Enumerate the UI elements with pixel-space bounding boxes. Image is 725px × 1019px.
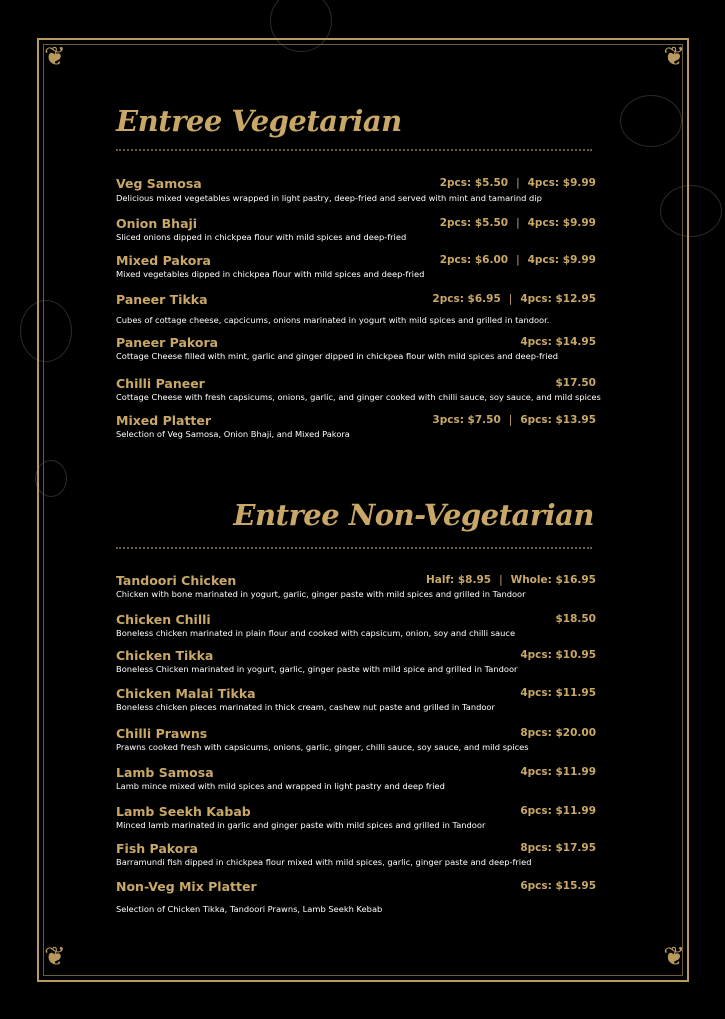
item-price <box>555 377 596 389</box>
item-description: Selection of Veg Samosa, Onion Bhaji, and Mixed Pakora <box>116 429 350 439</box>
price-option: $18.50 <box>555 613 596 625</box>
item-description: Boneless chicken pieces marinated in thick cream, cashew nut paste and grilled in Tandoor <box>116 702 495 712</box>
corner-ornament-icon: ❦ <box>44 942 66 972</box>
item-price <box>520 336 596 348</box>
item-name: Paneer Tikka <box>116 292 208 307</box>
price-option: 2pcs: $5.50 <box>439 217 509 229</box>
price-option: 6pcs: $15.95 <box>520 880 596 892</box>
item-price <box>432 293 596 305</box>
item-price <box>520 766 596 778</box>
price-option: 4pcs: $9.99 <box>527 217 596 229</box>
item-price <box>520 805 596 817</box>
section-title-vegetarian: Entree Vegetarian <box>116 104 402 138</box>
price-option: 8pcs: $17.95 <box>520 842 596 854</box>
corner-ornament-icon: ❦ <box>44 42 66 72</box>
price-option: 2pcs: $6.95 <box>432 293 501 305</box>
price-option: 4pcs: $10.95 <box>520 649 596 661</box>
price-option: 6pcs: $13.95 <box>520 414 596 426</box>
item-description: Sliced onions dipped in chickpea flour with mild spices and deep-fried <box>116 232 407 242</box>
item-name: Veg Samosa <box>116 176 202 191</box>
item-price <box>555 613 596 625</box>
item-description: Cottage Cheese with fresh capsicums, onions, garlic, and ginger cooked with chilli sauce, soy sauce, and mild spices <box>116 392 601 402</box>
item-name: Chicken Malai Tikka <box>116 686 256 701</box>
item-price <box>432 414 596 426</box>
item-name: Fish Pakora <box>116 841 198 856</box>
item-description: Barramundi fish dipped in chickpea flour mixed with mild spices, garlic, ginger paste and deep-fried <box>116 857 532 867</box>
item-name: Mixed Pakora <box>116 253 211 268</box>
item-description: Cottage Cheese filled with mint, garlic and ginger dipped in chickpea flour with mild spices and deep-fried <box>116 351 558 361</box>
price-option: 2pcs: $6.00 <box>439 254 509 266</box>
item-price <box>520 842 596 854</box>
divider <box>116 149 592 151</box>
item-name: Lamb Seekh Kabab <box>116 804 251 819</box>
price-separator: | <box>499 574 503 586</box>
price-option: 4pcs: $9.99 <box>527 177 596 189</box>
item-price <box>520 687 596 699</box>
price-option: Half: $8.95 <box>425 574 492 586</box>
price-option: 3pcs: $7.50 <box>432 414 501 426</box>
price-separator: | <box>516 177 520 189</box>
price-option: 4pcs: $11.99 <box>520 766 596 778</box>
price-option: 2pcs: $5.50 <box>439 177 509 189</box>
item-description: Chicken with bone marinated in yogurt, garlic, ginger paste with mild spices and grilled in Tandoor <box>116 589 526 599</box>
item-price <box>520 649 596 661</box>
item-name: Mixed Platter <box>116 413 212 428</box>
price-separator: | <box>508 414 513 426</box>
price-option: 4pcs: $9.99 <box>527 254 596 266</box>
item-price <box>520 880 596 892</box>
price-option: $17.50 <box>555 377 596 389</box>
item-description: Boneless Chicken marinated in yogurt, garlic, ginger paste with mild spice and grilled in Tandoor <box>116 664 518 674</box>
item-description: Cubes of cottage cheese, capcicums, onions marinated in yogurt with mild spices and grilled in tandoor. <box>116 315 550 325</box>
item-name: Tandoori Chicken <box>116 573 237 588</box>
item-description: Boneless chicken marinated in plain flour and cooked with capsicum, onion, soy and chilli sauce <box>116 628 516 638</box>
item-name: Chicken Tikka <box>116 648 214 663</box>
item-description: Delicious mixed vegetables wrapped in light pastry, deep-fried and served with mint and tamarind dip <box>116 193 542 203</box>
item-name: Chicken Chilli <box>116 612 211 627</box>
price-separator: | <box>516 217 520 229</box>
item-description: Mixed vegetables dipped in chickpea flour with mild spices and deep-fried <box>116 269 425 279</box>
corner-ornament-icon: ❦ <box>663 42 685 72</box>
item-name: Lamb Samosa <box>116 765 214 780</box>
price-option: 4pcs: $11.95 <box>520 687 596 699</box>
item-price <box>440 217 596 229</box>
divider <box>116 547 592 549</box>
item-price <box>520 727 596 739</box>
price-option: 4pcs: $14.95 <box>520 336 596 348</box>
price-option: 8pcs: $20.00 <box>520 727 596 739</box>
section-title-non-vegetarian: Entree Non-Vegetarian <box>233 498 594 532</box>
item-description: Prawns cooked fresh with capsicums, onions, garlic, ginger, chilli sauce, soy sauce, and mild spices <box>116 742 529 752</box>
item-price <box>426 574 596 586</box>
item-description: Selection of Chicken Tikka, Tandoori Prawns, Lamb Seekh Kebab <box>116 904 383 914</box>
item-name: Non-Veg Mix Platter <box>116 879 257 894</box>
item-description: Lamb mince mixed with mild spices and wrapped in light pastry and deep fried <box>116 781 445 791</box>
item-name: Chilli Paneer <box>116 376 205 391</box>
price-option: 4pcs: $12.95 <box>520 293 596 305</box>
item-name: Onion Bhaji <box>116 216 198 231</box>
price-option: 6pcs: $11.99 <box>520 805 596 817</box>
item-description: Minced lamb marinated in garlic and ginger paste with mild spices and grilled in Tandoor <box>116 820 486 830</box>
price-separator: | <box>516 254 520 266</box>
corner-ornament-icon: ❦ <box>663 942 685 972</box>
item-price <box>440 177 596 189</box>
price-option: Whole: $16.95 <box>510 574 596 586</box>
item-price <box>440 254 596 266</box>
item-name: Paneer Pakora <box>116 335 219 350</box>
price-separator: | <box>508 293 513 305</box>
item-name: Chilli Prawns <box>116 726 208 741</box>
